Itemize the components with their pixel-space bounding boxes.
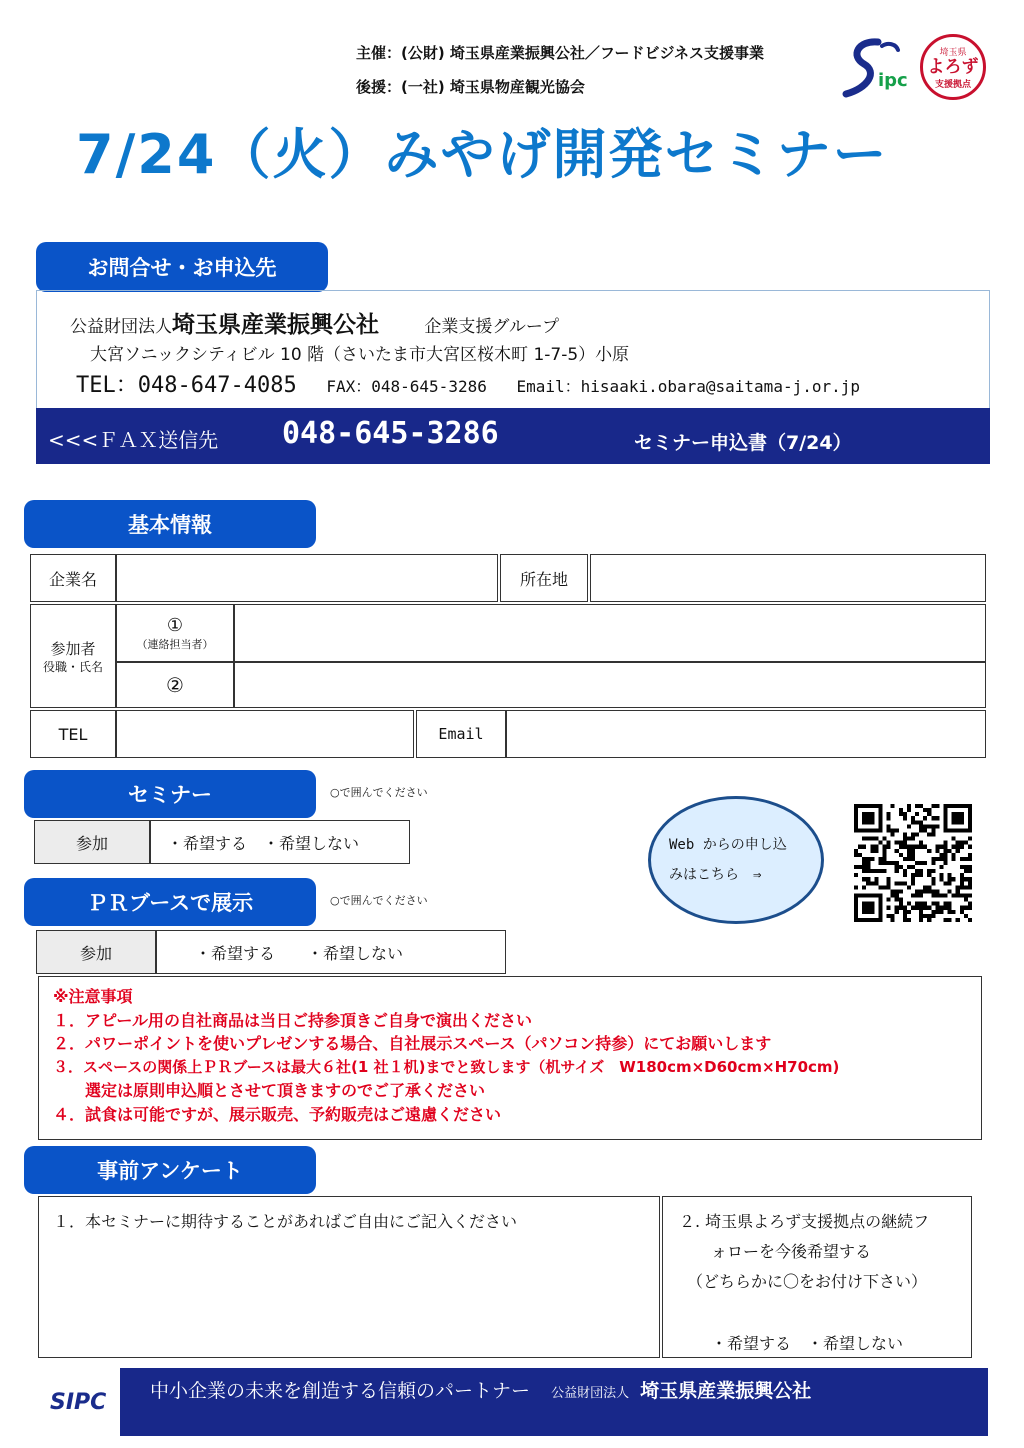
survey-q1: １．本セミナーに期待することがあればご自由にご記入ください (53, 1212, 518, 1231)
tel-field-label: TEL (30, 710, 116, 758)
org-prefix: 公益財団法人 (70, 317, 172, 337)
survey-q2-box (662, 1196, 972, 1358)
contact-group: 企業支援グループ (424, 317, 560, 337)
organizer-text: 主催：(公財) 埼玉県産業振興公社／フードビジネス支援事業 (356, 44, 765, 62)
location-label: 所在地 (500, 554, 588, 602)
survey-q2-line1: ２. 埼玉県よろず支援拠点の継続フ (679, 1212, 930, 1231)
seminar-attend-label: 参加 (34, 820, 150, 864)
participant1-input[interactable] (234, 604, 986, 662)
seminar-hint: ○で囲んでください (330, 786, 428, 799)
footer-logo: SIPC (50, 1390, 107, 1415)
email-field-label: Email (416, 710, 506, 758)
web-apply-bubble[interactable] (648, 796, 824, 924)
participant-label: 参加者 (50, 639, 96, 658)
form-title: セミナー申込書（7/24） (634, 432, 852, 454)
participant2-input[interactable] (234, 662, 986, 708)
contact-tab: お問合せ・お申込先 (36, 242, 328, 292)
web-bubble-line1: Web からの申し込 (669, 837, 787, 853)
contact-address: 大宮ソニックシティビル 10 階（さいたま市大宮区桜木町 1-7-5）小原 (90, 345, 630, 365)
participant1-label (116, 604, 234, 662)
location-input[interactable] (590, 554, 986, 602)
seminar-options[interactable]: ・希望する ・希望しない (150, 820, 410, 864)
booth-tab: ＰＲブースで展示 (24, 878, 316, 926)
qr-code[interactable] (854, 804, 972, 922)
org-name: 埼玉県産業振興公社 (172, 312, 379, 338)
participant1-num: ① (166, 614, 184, 636)
email-label: Email： (516, 377, 581, 396)
fax-label: FAX： (326, 377, 372, 396)
notes-item: ３．スペースの関係上ＰＲブースは最大６社(1 社１机)までと致します（机サイズ W180cm×D60cm×H70cm) (53, 1057, 840, 1076)
notes-item: ２．パワーポイントを使いプレゼンする場合、自社展示スペース（パソコン持参）にてお願いします (53, 1034, 772, 1053)
footer-org-name: 埼玉県産業振興公社 (640, 1380, 812, 1402)
email-input[interactable] (506, 710, 986, 758)
tel-number: 048-647-4085 (137, 373, 297, 398)
tel-label: TEL： (76, 373, 138, 398)
yorozu-seal (920, 34, 986, 100)
company-input[interactable] (116, 554, 498, 602)
company-label: 企業名 (30, 554, 116, 602)
seal-bottom: 支援拠点 (934, 79, 971, 90)
booth-attend-label: 参加 (36, 930, 156, 974)
notes-box (38, 976, 982, 1140)
svg-text:ipc: ipc (878, 70, 908, 91)
notes-item: ４．試食は可能ですが、展示販売、予約販売はご遠慮ください (53, 1104, 502, 1124)
footer-text (150, 1376, 811, 1403)
seal-main: よろず (927, 56, 979, 77)
booth-options[interactable]: ・希望する ・希望しない (156, 930, 506, 974)
notes-item: １．アピール用の自社商品は当日ご持参頂きご自身で演出ください (53, 1010, 533, 1030)
participant-label-cell (30, 604, 116, 708)
fax-prefix: <<<ＦＡＸ送信先 (48, 428, 219, 452)
seal-top: 埼玉県 (939, 47, 967, 58)
footer-org-prefix: 公益財団法人 (551, 1386, 630, 1401)
tel-input[interactable] (116, 710, 414, 758)
contact-numbers (76, 368, 860, 399)
survey-q2-options[interactable]: ・希望する ・希望しない (711, 1334, 904, 1353)
survey-q2-line3: （どちらかに〇をお付け下さい） (687, 1272, 928, 1291)
web-bubble-line2: みはこちら ⇒ (669, 867, 762, 883)
participant1-note: （連絡担当者） (136, 637, 214, 651)
survey-q1-box[interactable] (38, 1196, 660, 1358)
email-address[interactable]: hisaaki.obara@saitama-j.or.jp (580, 377, 861, 396)
notes-title: ※注意事項 (53, 987, 133, 1006)
booth-hint: ○で囲んでください (330, 894, 428, 907)
support-text: 後援：(一社) 埼玉県物産観光協会 (356, 78, 585, 96)
participant-sub: 役職・氏名 (42, 659, 103, 674)
page-title: 7/24（火）みやげ開発セミナー (76, 123, 889, 186)
contact-org-line (70, 306, 559, 339)
notes-item: 選定は原則申込順とさせて頂きますのでご了承ください (53, 1081, 486, 1100)
seminar-tab: セミナー (24, 770, 316, 818)
sipc-logo (838, 36, 918, 102)
survey-tab: 事前アンケート (24, 1146, 316, 1194)
participant2-num: ② (116, 662, 234, 708)
survey-q2-line2: ォローを今後希望する (711, 1242, 872, 1261)
fax-number-large: 048-645-3286 (282, 416, 499, 451)
basic-info-tab: 基本情報 (24, 500, 316, 548)
footer-slogan: 中小企業の未来を創造する信頼のパートナー (150, 1380, 531, 1402)
fax-number: 048-645-3286 (371, 377, 487, 396)
